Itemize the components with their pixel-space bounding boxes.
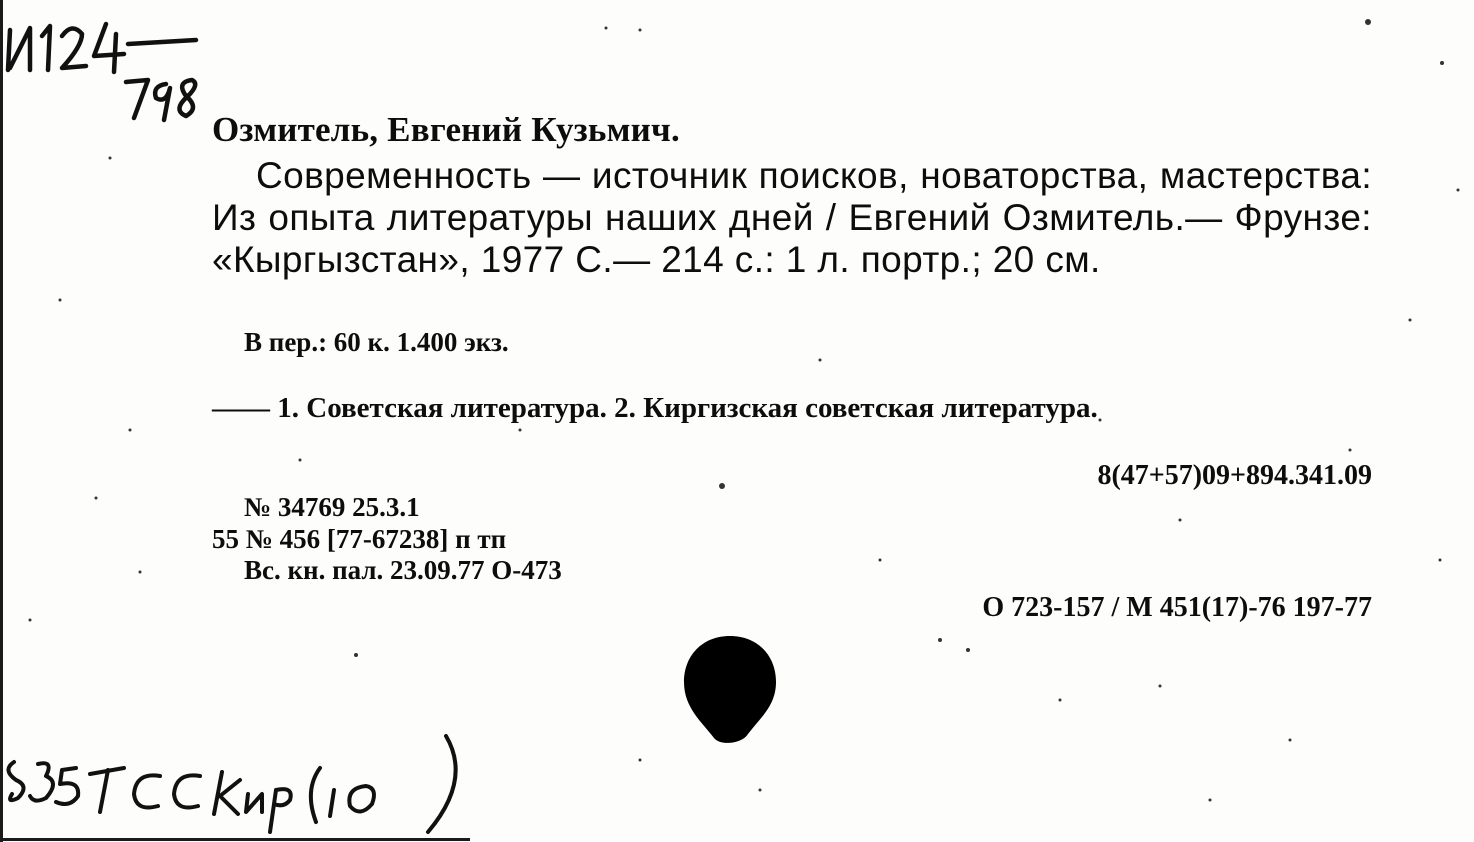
handwritten-shelfmark-top [0, 0, 210, 130]
order-code: О 723-157 / М 451(17)-76 197-77 [982, 592, 1372, 623]
book-chamber-line: Вс. кн. пал. 23.09.77 О-473 [244, 555, 562, 585]
handwritten-shelfmark-bottom [0, 724, 470, 838]
price-and-print-run: В пер.: 60 к. 1.400 экз. [244, 327, 509, 357]
subject-headings: —— 1. Советская литература. 2. Киргизская советская литература. [212, 392, 1098, 424]
print-code: 55 № 456 [77-67238] п тп [212, 524, 507, 554]
punch-hole [680, 634, 780, 749]
classification-index: 8(47+57)09+894.341.09 [1097, 460, 1372, 491]
bibliographic-description: Современность — источник поисков, новаторства, мастерства: Из опыта литературы наших дней / Евгений Озмитель.— Фрунзе: «Кыргызстан», 1977 С.— 214 с.: 1 л. портр.; 20 см. [212, 155, 1372, 280]
print-number: № 34769 25.3.1 [244, 492, 420, 522]
author-heading: Озмитель, Евгений Кузьмич. [212, 110, 680, 149]
